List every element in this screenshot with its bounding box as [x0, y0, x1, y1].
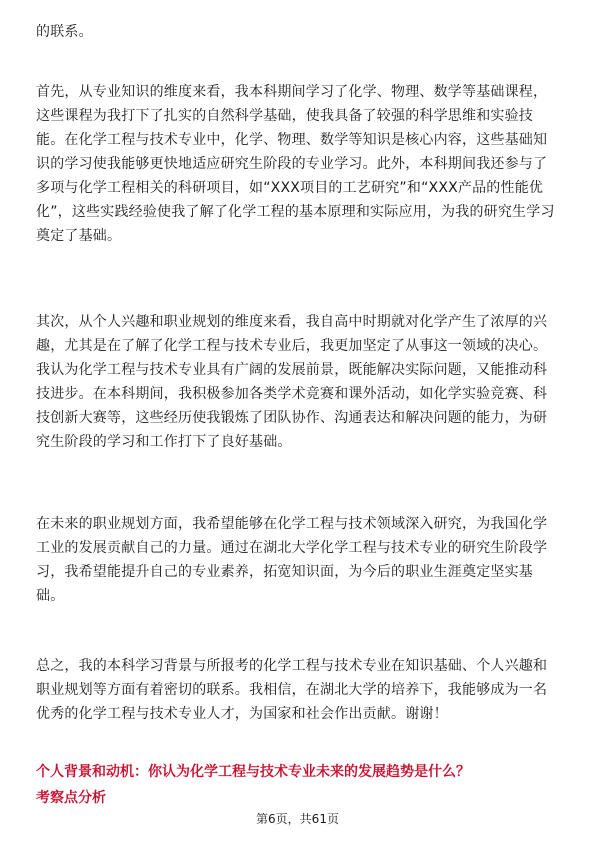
paragraph-line: 技创新大赛等，这些经历使我锻炼了团队协作、沟通表达和解决问题的能力，为研	[36, 410, 548, 426]
paragraph-line: 其次，从个人兴趣和职业规划的维度来看，我自高中时期就对化学产生了浓厚的兴	[36, 314, 548, 330]
paragraph-line: 究生阶段的学习和工作打下了良好基础。	[36, 434, 292, 450]
paragraph-line: 优秀的化学工程与技术专业人才，为国家和社会作出贡献。谢谢！	[36, 706, 448, 722]
paragraph-line: 奠定了基础。	[36, 228, 122, 244]
paragraph-line: 在未来的职业规划方面，我希望能够在化学工程与技术领域深入研究，为我国化学	[36, 516, 548, 532]
paragraph-line: 首先，从专业知识的维度来看，我本科期间学习了化学、物理、数学等基础课程，	[36, 84, 548, 100]
paragraph-line: 我认为化学工程与技术专业具有广阔的发展前景，既能解决实际问题，又能推动科	[36, 362, 548, 378]
paragraph-line: 职业规划等方面有着密切的联系。我相信，在湖北大学的培养下，我能够成为一名	[36, 682, 548, 698]
paragraph-intro-end	[36, 20, 556, 44]
paragraph-career	[36, 512, 556, 608]
paragraph-line: 总之，我的本科学习背景与所报考的化学工程与技术专业在知识基础、个人兴趣和	[36, 658, 548, 674]
paragraph-line: 这些课程为我打下了扎实的自然科学基础，使我具备了较强的科学思维和实验技	[36, 108, 533, 124]
paragraph-line: 工业的发展贡献自己的力量。通过在湖北大学化学工程与技术专业的研究生阶段学	[36, 540, 548, 556]
paragraph-line: 识的学习使我能够更快地适应研究生阶段的专业学习。此外，本科期间我还参与了	[36, 156, 548, 172]
paragraph-interest	[36, 310, 556, 454]
page-number-footer: 第6页，共61页	[256, 812, 339, 826]
paragraph-line: 趣，尤其是在了解了化学工程与技术专业后，我更加坚定了从事这一领域的决心。	[36, 338, 548, 354]
paragraph-line: 技进步。在本科期间，我积极参加各类学术竞赛和课外活动，如化学实验竞赛、科	[36, 386, 548, 402]
analysis-heading: 考察点分析	[36, 790, 106, 806]
paragraph-conclusion	[36, 654, 556, 726]
paragraph-line: 的联系。	[36, 24, 93, 40]
paragraph-line: 能。在化学工程与技术专业中，化学、物理、数学等知识是核心内容，这些基础知	[36, 132, 548, 148]
question-heading: 个人背景和动机：你认为化学工程与技术专业未来的发展趋势是什么？	[36, 764, 470, 780]
paragraph-line: 习，我希望能提升自己的专业素养，拓宽知识面，为今后的职业生涯奠定坚实基	[36, 564, 533, 580]
paragraph-knowledge	[36, 80, 556, 248]
paragraph-line: 多项与化学工程相关的科研项目，如“XXX项目的工艺研究”和“XXX产品的性能优	[36, 180, 544, 196]
paragraph-line: 础。	[36, 588, 65, 604]
paragraph-line: 化”，这些实践经验使我了解了化学工程的基本原理和实际应用，为我的研究生学习	[36, 204, 555, 220]
